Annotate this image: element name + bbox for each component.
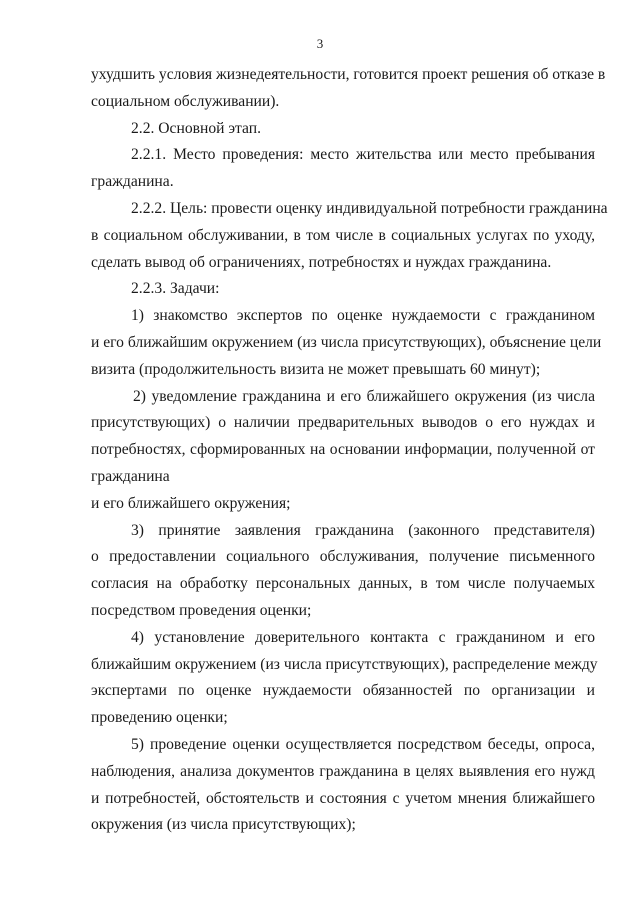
text-line: 2.2.2. Цель: провести оценку индивидуальной потребности гражданина [131, 199, 608, 217]
text-line: и потребностей, обстоятельств и состояния с учетом мнения ближайшего [91, 789, 595, 807]
text-line: 5) проведение оценки осуществляется посредством беседы, опроса, [131, 735, 595, 753]
page-number: 3 [316, 36, 324, 51]
text-line: окружения (из числа присутствующих); [91, 816, 356, 834]
text-line: гражданина [91, 467, 170, 485]
text-line: экспертами по оценке нуждаемости обязанностей по организации и [91, 682, 595, 700]
text-line: 2.2.1. Место проведения: место жительства или место пребывания [131, 146, 595, 164]
text-line: ухудшить условия жизнедеятельности, готовится проект решения об отказе в [91, 66, 606, 83]
text-line: и его ближайшим окружением (из числа присутствующих), объяснение цели [91, 333, 602, 351]
text-line: 1) знакомство экспертов по оценке нуждаемости с гражданином [131, 307, 595, 325]
text-line: о предоставлении социального обслуживания, получение письменного [91, 548, 595, 566]
text-line: 2) уведомление гражданина и его ближайшего окружения (из числа [133, 387, 595, 405]
text-line: 4) установление доверительного контакта с гражданином и его [131, 628, 595, 646]
text-line: проведению оценки; [91, 709, 228, 727]
text-line: сделать вывод об ограничениях, потребностях и нуждах гражданина. [91, 253, 552, 271]
document-body [91, 62, 608, 839]
text-line: согласия на обработку персональных данных, в том числе получаемых [91, 575, 595, 593]
text-line: 3) принятие заявления гражданина (законного представителя) [131, 521, 595, 539]
text-line: потребностях, сформированных на основании информации, полученной от [91, 441, 595, 459]
text-line: ближайшим окружением (из числа присутствующих), распределение между [91, 655, 598, 673]
text-line: гражданина. [91, 173, 174, 191]
text-line: и его ближайшего окружения; [91, 494, 291, 512]
text-line: посредством проведения оценки; [91, 601, 312, 619]
text-line: визита (продолжительность визита не может превышать 60 минут); [91, 360, 541, 378]
text-line: социальном обслуживании). [91, 92, 280, 110]
text-line: присутствующих) о наличии предварительных выводов о его нуждах и [91, 414, 595, 432]
text-line: в социальном обслуживании, в том числе в социальных услугах по уходу, [91, 226, 595, 244]
text-line: наблюдения, анализа документов гражданина в целях выявления его нужд [91, 762, 595, 780]
text-line: 2.2. Основной этап. [131, 119, 262, 137]
text-line: 2.2.3. Задачи: [131, 280, 220, 298]
